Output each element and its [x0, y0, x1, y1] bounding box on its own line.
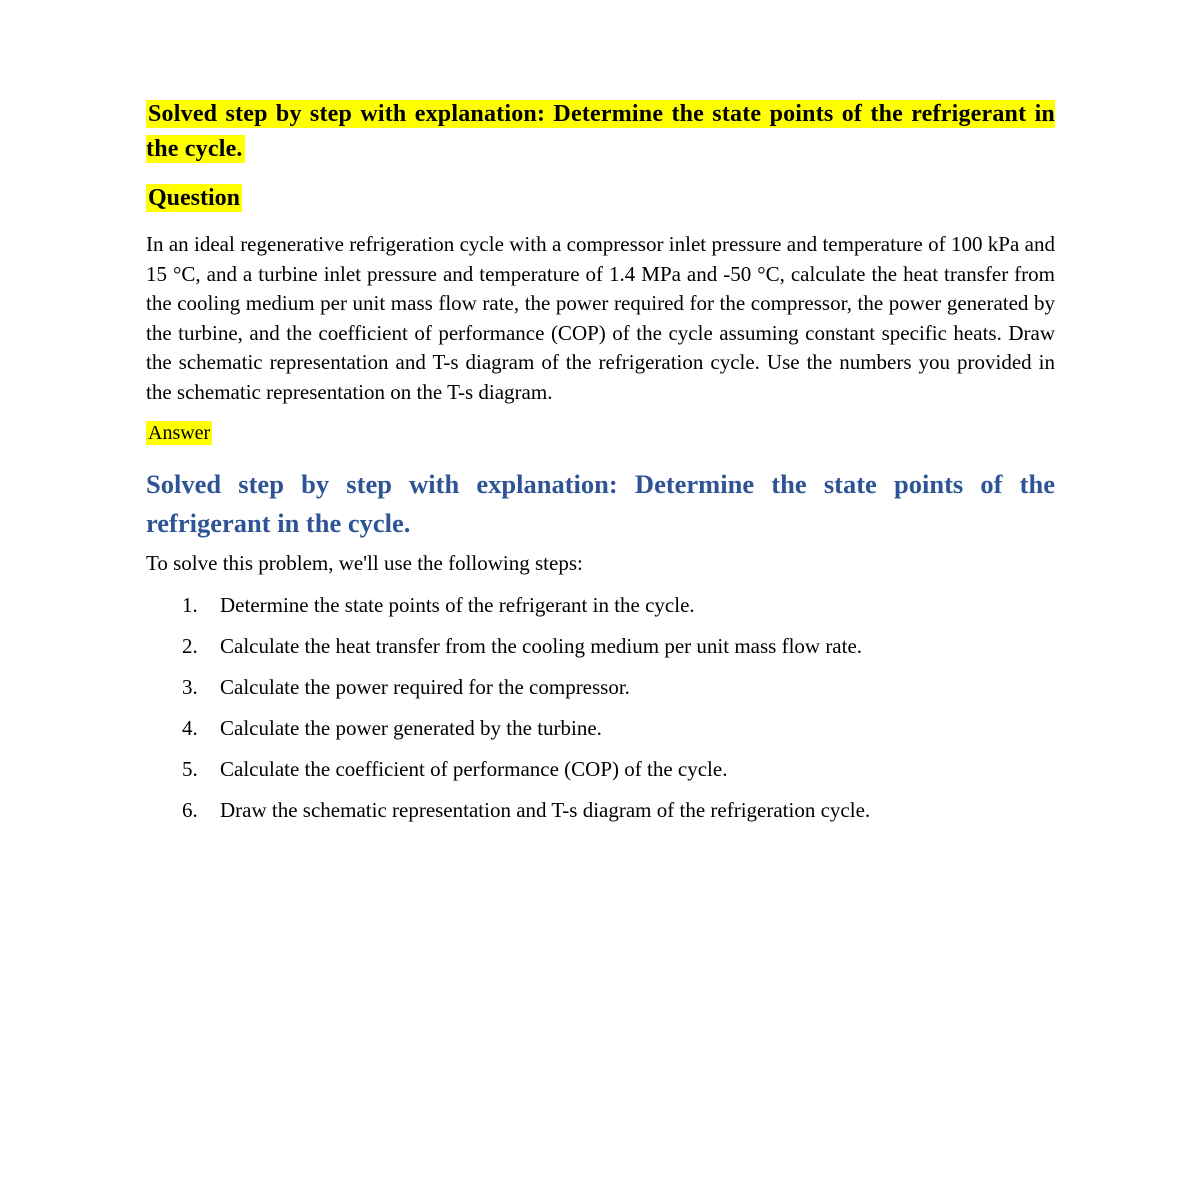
answer-heading: Solved step by step with explanation: Determine the state points of the refrigerant in the cycle. [146, 469, 1055, 538]
step-item: Calculate the power required for the compressor. [220, 675, 630, 699]
step-item: Calculate the power generated by the turbine. [220, 716, 602, 740]
step-item: Calculate the heat transfer from the cooling medium per unit mass flow rate. [220, 634, 863, 658]
document-content [146, 0, 1055, 838]
highlighted-title-text: Solved step by step with explanation: Determine the state points of the refrigerant in the cycle. [146, 101, 1055, 162]
steps-list [146, 592, 1055, 824]
question-heading-text: Question [148, 185, 241, 211]
step-item: Determine the state points of the refrigerant in the cycle. [220, 593, 695, 617]
step-item: Calculate the coefficient of performance (COP) of the cycle. [220, 757, 728, 781]
steps-intro: To solve this problem, we'll use the following steps: [146, 551, 583, 575]
question-heading [146, 183, 1055, 213]
answer-tag [146, 419, 1055, 447]
answer-tag-text: Answer [148, 422, 211, 444]
step-item: Draw the schematic representation and T-s diagram of the refrigeration cycle. [220, 798, 871, 822]
highlighted-title [146, 97, 1055, 167]
question-paragraph: In an ideal regenerative refrigeration cycle with a compressor inlet pressure and temperature of 100 kPa and 15 °C, and a turbine inlet pressure and temperature of 1.4 MPa and -50 °C, calculate the heat transfer from the cooling medium per unit mass flow rate, the power required for the compressor, the power generated by the turbine, and the coefficient of performance (COP) of the cycle assuming constant specific heats. Draw the schematic representation and T-s diagram of the refrigeration cycle. Use the numbers you provided in the schematic representation on the T-s diagram. [146, 232, 1055, 404]
